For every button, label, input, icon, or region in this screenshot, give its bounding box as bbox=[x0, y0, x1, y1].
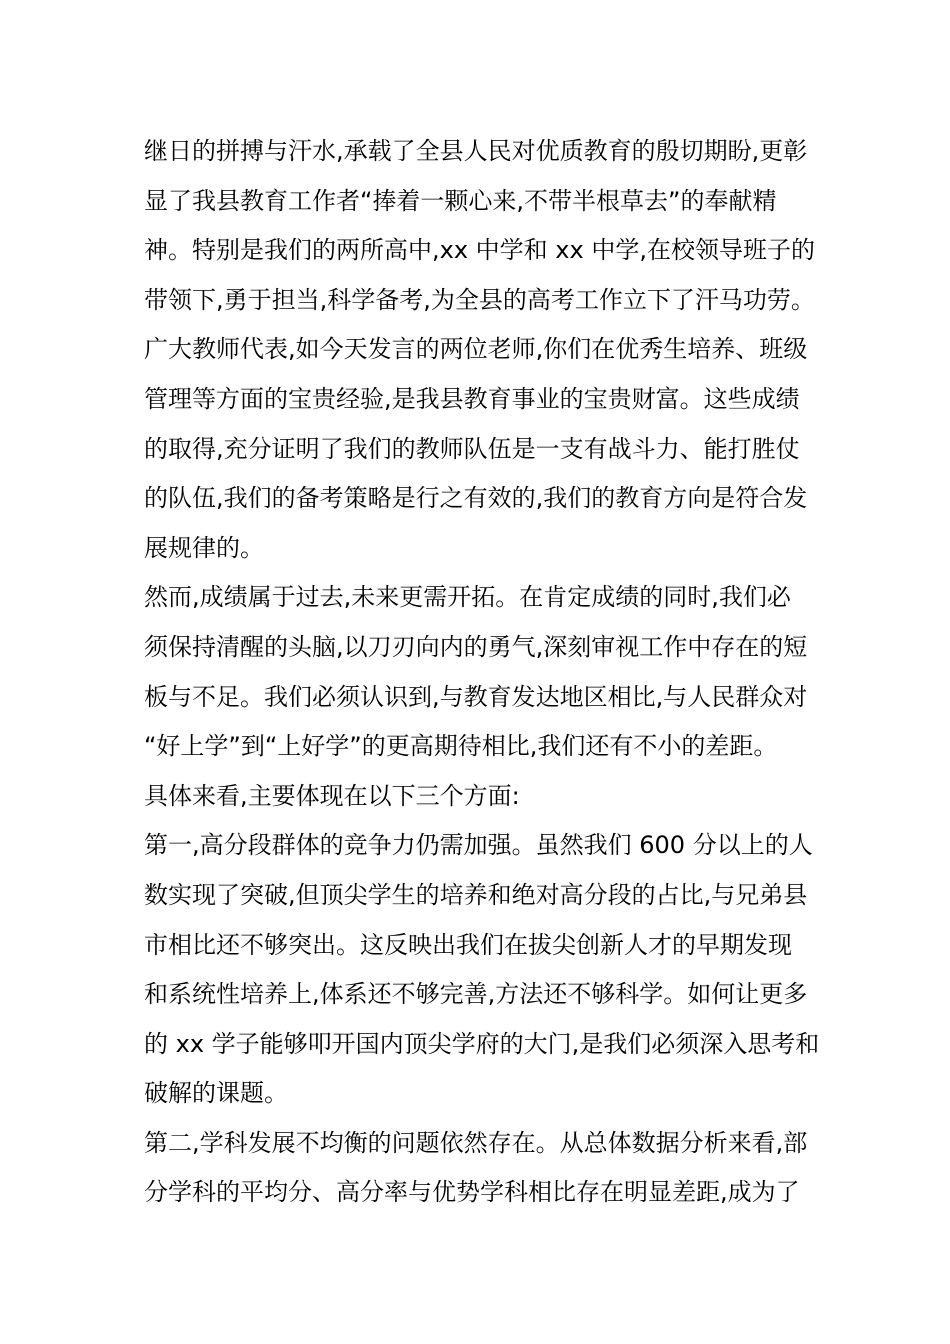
text-line: 分学科的平均分、高分率与优势学科相比存在明显差距,成为了 bbox=[144, 1178, 800, 1207]
text-line: 然而,成绩属于过去,未来更需开拓。在肯定成绩的同时,我们必 bbox=[144, 583, 791, 612]
text-line: 第二,学科发展不均衡的问题依然存在。从总体数据分析来看,部 bbox=[144, 1128, 808, 1157]
paragraph-1 bbox=[144, 127, 816, 325]
text-line: “好上学”到“上好学”的更高期待相比,我们还有不小的差距。 bbox=[144, 732, 778, 761]
text-line: 市相比还不够突出。这反映出我们在拔尖创新人才的早期发现 bbox=[144, 930, 792, 959]
paragraph-2 bbox=[144, 325, 816, 573]
paragraph-3 bbox=[144, 573, 816, 821]
text-line: 须保持清醒的头脑,以刀刃向内的勇气,深刻审视工作中存在的短 bbox=[144, 632, 808, 661]
text-line: 的 xx 学子能够叩开国内顶尖学府的大门,是我们必须深入思考和 bbox=[144, 1029, 820, 1058]
text-line: 展规律的。 bbox=[144, 533, 264, 562]
text-line: 板与不足。我们必须认识到,与教育发达地区相比,与人民群众对 bbox=[144, 682, 808, 711]
document-body bbox=[144, 127, 820, 1218]
text-line: 广大教师代表,如今天发言的两位老师,你们在优秀生培养、班级 bbox=[144, 335, 808, 364]
text-line: 显了我县教育工作者“捧着一颗心来,不带半根草去”的奉献精 bbox=[144, 186, 777, 215]
text-line: 的队伍,我们的备考策略是行之有效的,我们的教育方向是符合发 bbox=[144, 484, 808, 513]
paragraph-4 bbox=[144, 821, 820, 1119]
text-line: 和系统性培养上,体系还不够完善,方法还不够科学。如何让更多 bbox=[144, 980, 808, 1009]
text-line: 具体来看,主要体现在以下三个方面: bbox=[144, 781, 520, 810]
paragraph-5 bbox=[144, 1119, 816, 1218]
text-line: 神。特别是我们的两所高中,xx 中学和 xx 中学,在校领导班子的 bbox=[144, 236, 815, 265]
text-line: 管理等方面的宝贵经验,是我县教育事业的宝贵财富。这些成绩 bbox=[144, 384, 800, 413]
text-line: 破解的课题。 bbox=[144, 1079, 288, 1108]
text-line: 继日的拼搏与汗水,承载了全县人民对优质教育的殷切期盼,更彰 bbox=[144, 137, 808, 165]
text-line: 带领下,勇于担当,科学备考,为全县的高考工作立下了汗马功劳。 bbox=[144, 285, 815, 314]
text-line: 第一,高分段群体的竞争力仍需加强。虽然我们 600 分以上的人 bbox=[144, 831, 813, 860]
text-line: 的取得,充分证明了我们的教师队伍是一支有战斗力、能打胜仗 bbox=[144, 434, 800, 463]
text-line: 数实现了突破,但顶尖学生的培养和绝对高分段的占比,与兄弟县 bbox=[144, 880, 808, 909]
